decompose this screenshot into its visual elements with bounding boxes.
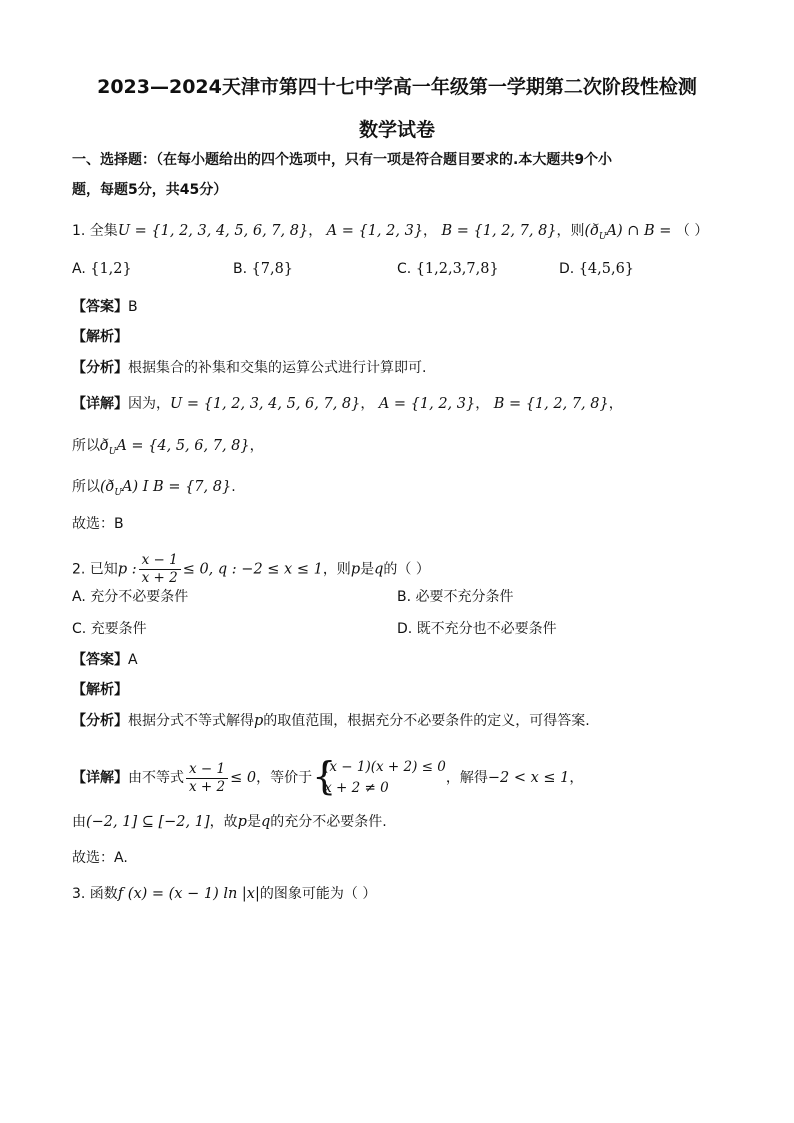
section-heading [72,150,612,170]
q2-p: p : [117,561,137,578]
detail-solution: −2 < x ≤ 1 [487,770,570,786]
option-value: 充分不必要条件 [90,589,189,605]
q2-then: ，则 [322,561,351,578]
q2-analysis-label [72,680,128,700]
q1-option-a [72,259,132,279]
step-text: 所以 [72,438,100,454]
fraction-denominator: x + 2 [189,778,226,795]
detail-text: 由不等式 [128,770,184,786]
detail-fraction [186,761,228,796]
detail-set-u: U = {1, 2, 3, 4, 5, 6, 7, 8} [170,396,361,412]
q1-expr-head: (ð [584,223,599,239]
step-expr-tail: A = {4, 5, 6, 7, 8} [116,438,250,454]
q3-expression: f (x) = (x − 1) ln |x| [117,886,260,902]
conclusion-text-c: 是 [246,814,261,830]
option-key: B. [397,589,412,605]
option-key: C. [72,621,87,637]
q2-choose [72,848,128,868]
q1-comma: ， [360,396,375,412]
q1-step-2 [72,477,236,503]
q2-answer [72,650,138,670]
step-expr-tail: A) I B = {7, 8} [121,479,232,495]
step-end: . [231,479,236,495]
detail-set-b: B = {1, 2, 7, 8} [493,396,609,412]
option-value: {7,8} [251,261,294,277]
choose-label: 故选： [72,850,114,866]
choose-label: 故选： [72,516,114,532]
q2-conclusion [72,812,387,832]
q1-then: ，则 [556,223,585,239]
q2-blank: 的（ ） [383,561,430,578]
q1-expression [584,223,672,242]
q1-expr-sub: U [598,231,607,242]
q1-set-a: A = {1, 2, 3} [326,223,424,239]
inequality-system [312,754,446,799]
section-heading-text: 一、选择题：（在每小题给出的四个选项中，只有一项是符合题目要求的.本大题共9个小 [72,152,613,168]
answer-value: A [128,652,138,668]
q1-set-u: U = {1, 2, 3, 4, 5, 6, 7, 8} [117,223,309,239]
analysis-label: 【解析】 [72,682,128,698]
q2-is: 是 [360,561,375,578]
q1-fenxi [72,358,426,378]
q2-option-c [72,619,147,639]
system-row-2: x + 2 ≠ 0 [324,780,389,796]
detail-text-b: ，等价于 [256,770,313,786]
question-1 [72,221,708,247]
exam-subtitle: 数学试卷 [358,119,435,141]
q1-step-1 [72,436,264,462]
fraction-denominator: x + 2 [141,570,178,586]
answer-label: 【答案】 [72,652,128,668]
option-key: A. [72,261,86,277]
q2-condition: ≤ 0, q : −2 ≤ x ≤ 1 [182,561,323,578]
q2-option-a [72,587,188,607]
step-text: 所以 [72,479,100,495]
fraction-numerator: x − 1 [186,761,228,779]
q3-rest: 的图象可能为（ ） [259,886,377,902]
q2-fraction [139,552,181,587]
q1-answer [72,297,138,317]
option-value: {1,2} [90,261,132,277]
q1-detail [72,394,623,414]
step-expr-head: (ð [100,479,115,495]
q2-detail [72,754,584,799]
detail-set-a: A = {1, 2, 3} [378,396,476,412]
q1-comma: ， [423,223,438,239]
q1-blank: （ ） [675,223,709,239]
q1-analysis-label [72,327,128,347]
q1-set-b: B = {1, 2, 7, 8} [441,223,557,239]
choose-value: A. [114,850,128,866]
q1-option-c [397,259,499,279]
answer-value: B [128,299,138,315]
system-brace: { [312,754,337,798]
option-key: D. [397,621,413,637]
step-end: ， [249,438,264,454]
option-key: B. [233,261,248,277]
q1-prefix: 1. 全集 [72,223,118,239]
option-key: D. [559,261,575,277]
step-expr-sub: U [108,446,117,457]
question-3 [72,884,376,904]
q1-expr-tail: A) ∩ B = [606,223,672,239]
q2-fenxi [72,711,590,731]
option-value: {4,5,6} [578,261,635,277]
option-value: {1,2,3,7,8} [415,261,499,277]
choose-value: B [114,516,124,532]
q1-comma: ， [308,223,323,239]
option-value: 既不充分也不必要条件 [416,621,557,637]
q3-prefix: 3. 函数 [72,886,118,902]
step-expr-head: ð [100,438,109,454]
q2-option-d [397,619,557,639]
section-heading-text-cont: 题，每题5分，共45分） [72,182,228,198]
detail-label: 【详解】 [72,396,128,412]
detail-end: ， [569,770,584,786]
detail-label: 【详解】 [72,770,128,786]
step-expr-sub: U [114,487,122,498]
section-heading-cont [72,180,227,200]
option-key: A. [72,589,86,605]
q1-option-b [233,259,293,279]
option-key: C. [397,261,412,277]
fenxi-label: 【分析】 [72,360,128,376]
detail-text-c: ，解得 [445,770,488,786]
analysis-label: 【解析】 [72,329,128,345]
fenxi-text: 根据集合的补集和交集的运算公式进行计算即可. [128,360,427,376]
detail-text: 因为， [128,396,170,412]
fenxi-text: 根据分式不等式解得 [128,713,254,729]
q2-option-b [397,587,514,607]
q1-option-d [559,259,634,279]
option-value: 必要不充分条件 [415,589,514,605]
fraction-numerator: x − 1 [139,552,181,570]
option-value: 充要条件 [90,621,147,637]
q2-prefix: 2. 已知 [72,561,118,578]
q2-q-var: q [374,561,384,578]
conclusion-text: 由 [72,814,86,830]
question-2 [72,552,430,587]
fenxi-p: p [254,713,264,729]
detail-le: ≤ 0 [230,770,257,786]
fenxi-label: 【分析】 [72,713,128,729]
q2-p-var: p [350,561,361,578]
q1-choose [72,514,124,534]
conclusion-sets: (−2, 1] ⊆ [−2, 1] [86,814,210,830]
q1-comma: ， [608,396,623,412]
answer-label: 【答案】 [72,299,128,315]
conclusion-text-d: 的充分不必要条件. [270,814,387,830]
conclusion-text-b: ，故 [209,814,238,830]
exam-title: 2023—2024天津市第四十七中学高一年级第一学期第二次阶段性检测 [97,76,697,98]
conclusion-p: p [237,814,247,830]
q1-comma: ， [475,396,490,412]
system-row-1: (x − 1)(x + 2) ≤ 0 [324,759,446,775]
conclusion-q: q [260,814,271,830]
fenxi-text-cont: 的取值范围，根据充分不必要条件的定义，可得答案. [263,713,590,729]
